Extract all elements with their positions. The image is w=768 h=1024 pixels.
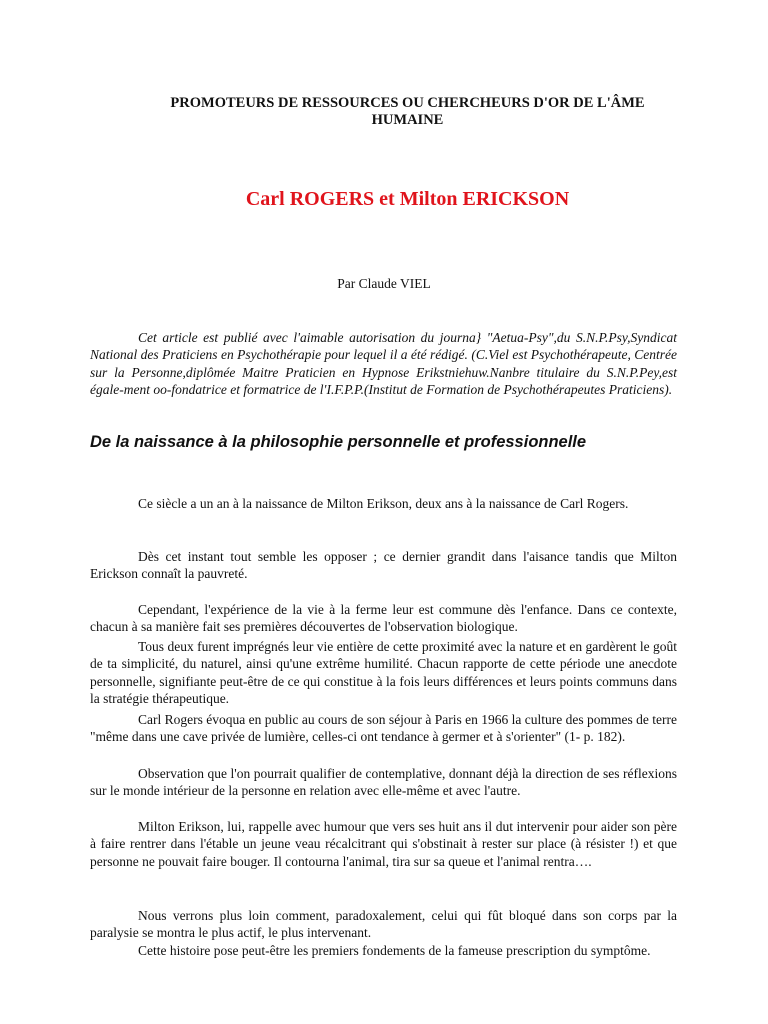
body-paragraph: Observation que l'on pourrait qualifier de contemplative, donnant déjà la direction de ses réflexions sur le monde intérieur de la personne en relation avec elle-même et avec l'autre.	[90, 766, 677, 799]
body-paragraph: Milton Erikson, lui, rappelle avec humour que vers ses huit ans il dut intervenir pour aider son père à faire rentrer dans l'étable un jeune veau récalcitrant qui s'obstinait à rester sur place (à résister !) et que personne ne pouvait faire bouger. Il contourna l'animal, tira sur sa queue et l'animal rentra….	[90, 819, 677, 869]
document-supertitle: PROMOTEURS DE RESSOURCES OU CHERCHEURS D'OR DE L'ÂME HUMAINE	[170, 95, 645, 128]
section-heading: De la naissance à la philosophie personnelle et professionnelle	[90, 433, 587, 451]
body-paragraph: Nous verrons plus loin comment, paradoxalement, celui qui fût bloqué dans son corps par la paralysie se montra le plus actif, le plus intervenant.	[90, 908, 677, 941]
body-paragraph: Dès cet instant tout semble les opposer ; ce dernier grandit dans l'aisance tandis que Milton Erickson connaît la pauvreté.	[90, 549, 677, 582]
body-paragraph: Cette histoire pose peut-être les premiers fondements de la fameuse prescription du symptôme.	[138, 943, 651, 958]
author-byline: Par Claude VIEL	[337, 276, 431, 291]
body-paragraph: Tous deux furent imprégnés leur vie entière de cette proximité avec la nature et en gardèrent le goût de ta simplicité, du naturel, ainsi qu'une extrême humilité. Chacun rapporte de cette période une anecdote personnelle, signifiante peut-être de ce qui constitue à la fois leurs différences et leurs points communs dans la stratégie thérapeutique.	[90, 639, 677, 707]
article-title: Carl ROGERS et Milton ERICKSON	[245, 188, 570, 210]
body-paragraph: Carl Rogers évoqua en public au cours de son séjour à Paris en 1966 la culture des pommes de terre "même dans une cave privée de lumière, celles-ci ont tendance à germer et à s'orienter" (1- p. 182).	[90, 712, 677, 745]
body-paragraph: Cependant, l'expérience de la vie à la ferme leur est commune dès l'enfance. Dans ce contexte, chacun à sa manière fait ses premières découvertes de l'observation biologique.	[90, 602, 677, 635]
body-paragraph: Ce siècle a un an à la naissance de Milton Erikson, deux ans à la naissance de Carl Rogers.	[138, 496, 629, 511]
intro-paragraph: Cet article est publié avec l'aimable autorisation du journa} "Aetua-Psy",du S.N.P.Psy,Syndicat National des Praticiens en Psychothérapie pour lequel il a été rédigé. (C.Viel est Psychothérapeute, Centrée sur la Personne,diplômée Maitre Praticien en Hypnose Erikstniehuw.Nanbre titulaire du S.N.P.Pey,est égale-ment oo-fondatrice et formatrice de l'I.F.P.P.(Institut de Formation de Psychothérapeutes Praticiens).	[90, 330, 677, 398]
